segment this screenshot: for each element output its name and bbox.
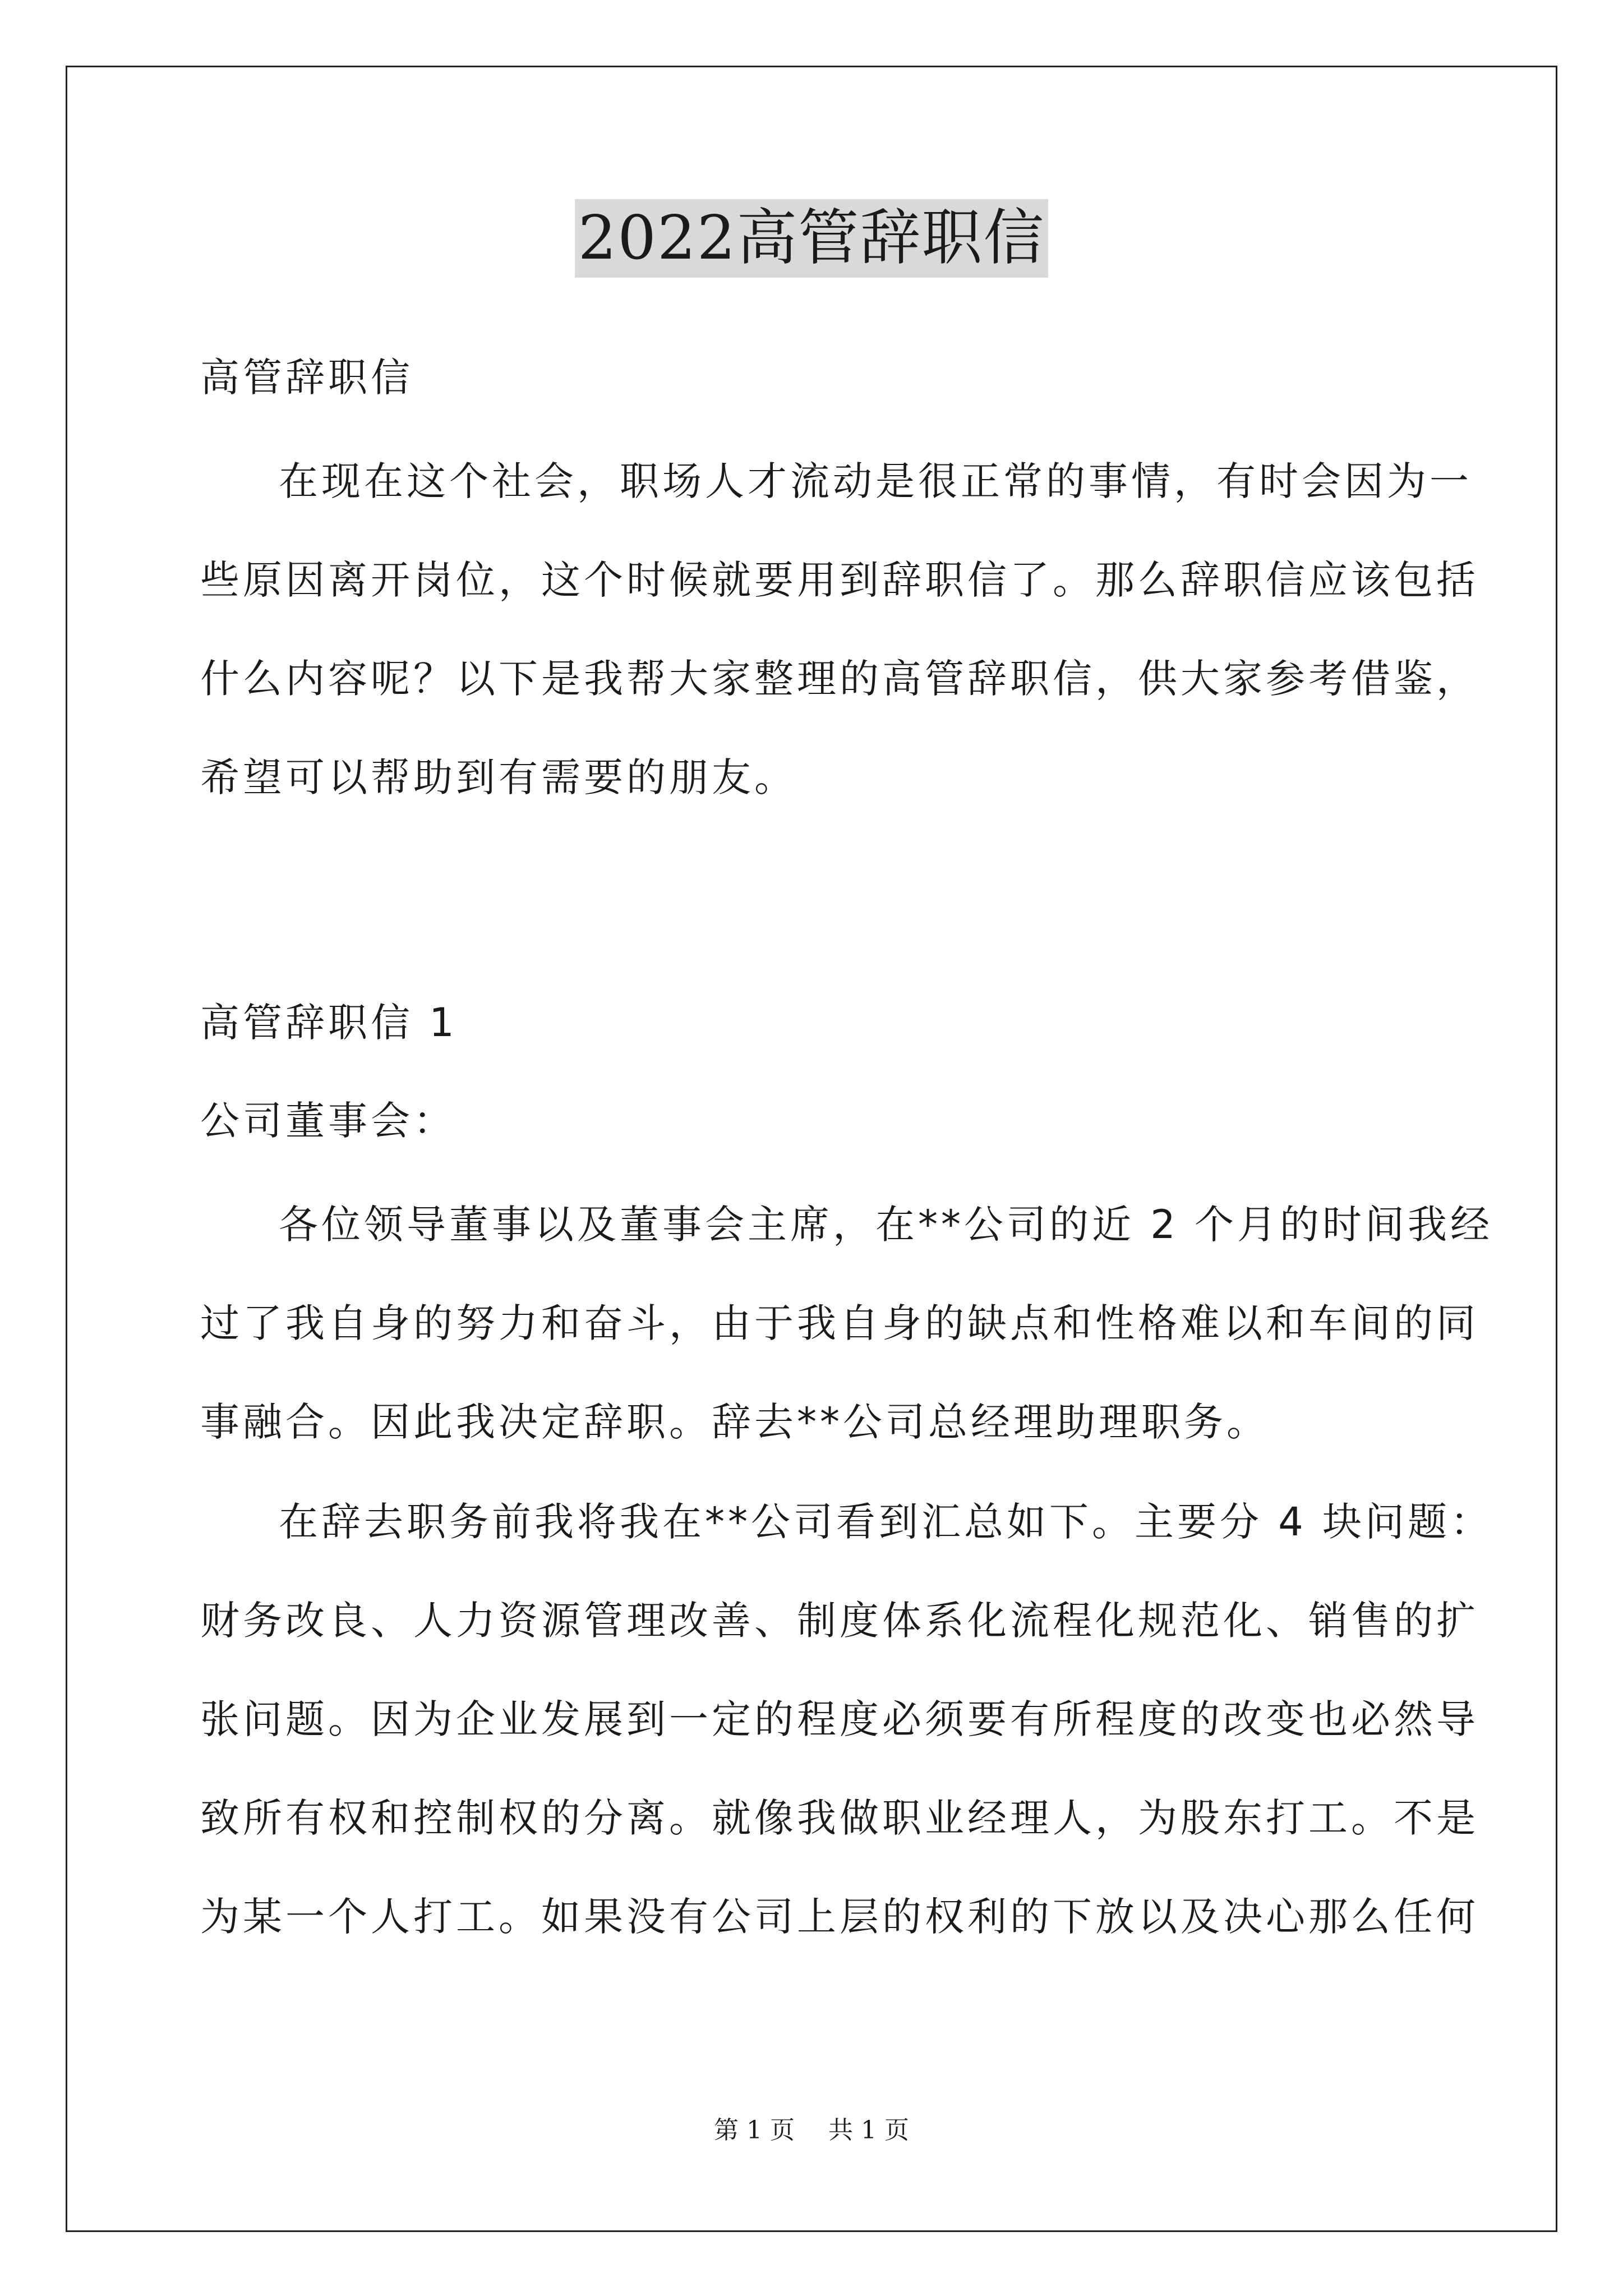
salutation-block bbox=[200, 1071, 1428, 1170]
section-heading: 高管辞职信 1 bbox=[200, 1000, 458, 1046]
paragraph-line: 过了我自身的努力和奋斗，由于我自身的缺点和性格难以和车间的同 bbox=[200, 1300, 1479, 1346]
paragraph-line: 致所有权和控制权的分离。就像我做职业经理人，为股东打工。不是 bbox=[200, 1795, 1479, 1841]
page-number-current: 第 1 页 bbox=[714, 2116, 795, 2145]
paragraph-2 bbox=[200, 1473, 1493, 1966]
paragraph-1 bbox=[200, 1175, 1493, 1471]
intro-line: 在现在这个社会，职场人才流动是很正常的事情，有时会因为一 bbox=[279, 458, 1472, 504]
intro-line: 什么内容呢？以下是我帮大家整理的高管辞职信，供大家参考借鉴， bbox=[200, 656, 1479, 702]
paragraph-line: 为某一个人打工。如果没有公司上层的权利的下放以及决心那么任何 bbox=[200, 1894, 1479, 1940]
document-title: 2022高管辞职信 bbox=[575, 199, 1049, 278]
page-footer bbox=[0, 2114, 1623, 2147]
paragraph-line: 张问题。因为企业发展到一定的程度必须要有所程度的改变也必然导 bbox=[200, 1696, 1479, 1742]
document-heading: 高管辞职信 bbox=[200, 355, 413, 401]
intro-line: 希望可以帮助到有需要的朋友。 bbox=[200, 754, 797, 800]
paragraph-line: 事融合。因此我决定辞职。辞去**公司总经理助理职务。 bbox=[200, 1399, 1269, 1445]
paragraph-line: 各位领导董事以及董事会主席，在**公司的近 2 个月的时间我经 bbox=[279, 1202, 1493, 1248]
salutation: 公司董事会： bbox=[200, 1098, 456, 1144]
intro-line: 些原因离开岗位，这个时候就要用到辞职信了。那么辞职信应该包括 bbox=[200, 557, 1479, 603]
section1-heading-block bbox=[200, 973, 1428, 1072]
intro-paragraph bbox=[200, 432, 1479, 827]
page-number-total: 共 1 页 bbox=[828, 2116, 909, 2145]
paragraph-line: 在辞去职务前我将我在**公司看到汇总如下。主要分 4 块问题： bbox=[279, 1499, 1493, 1545]
title-container bbox=[0, 199, 1623, 278]
heading-block bbox=[200, 328, 1428, 427]
paragraph-line: 财务改良、人力资源管理改善、制度体系化流程化规范化、销售的扩 bbox=[200, 1598, 1479, 1644]
